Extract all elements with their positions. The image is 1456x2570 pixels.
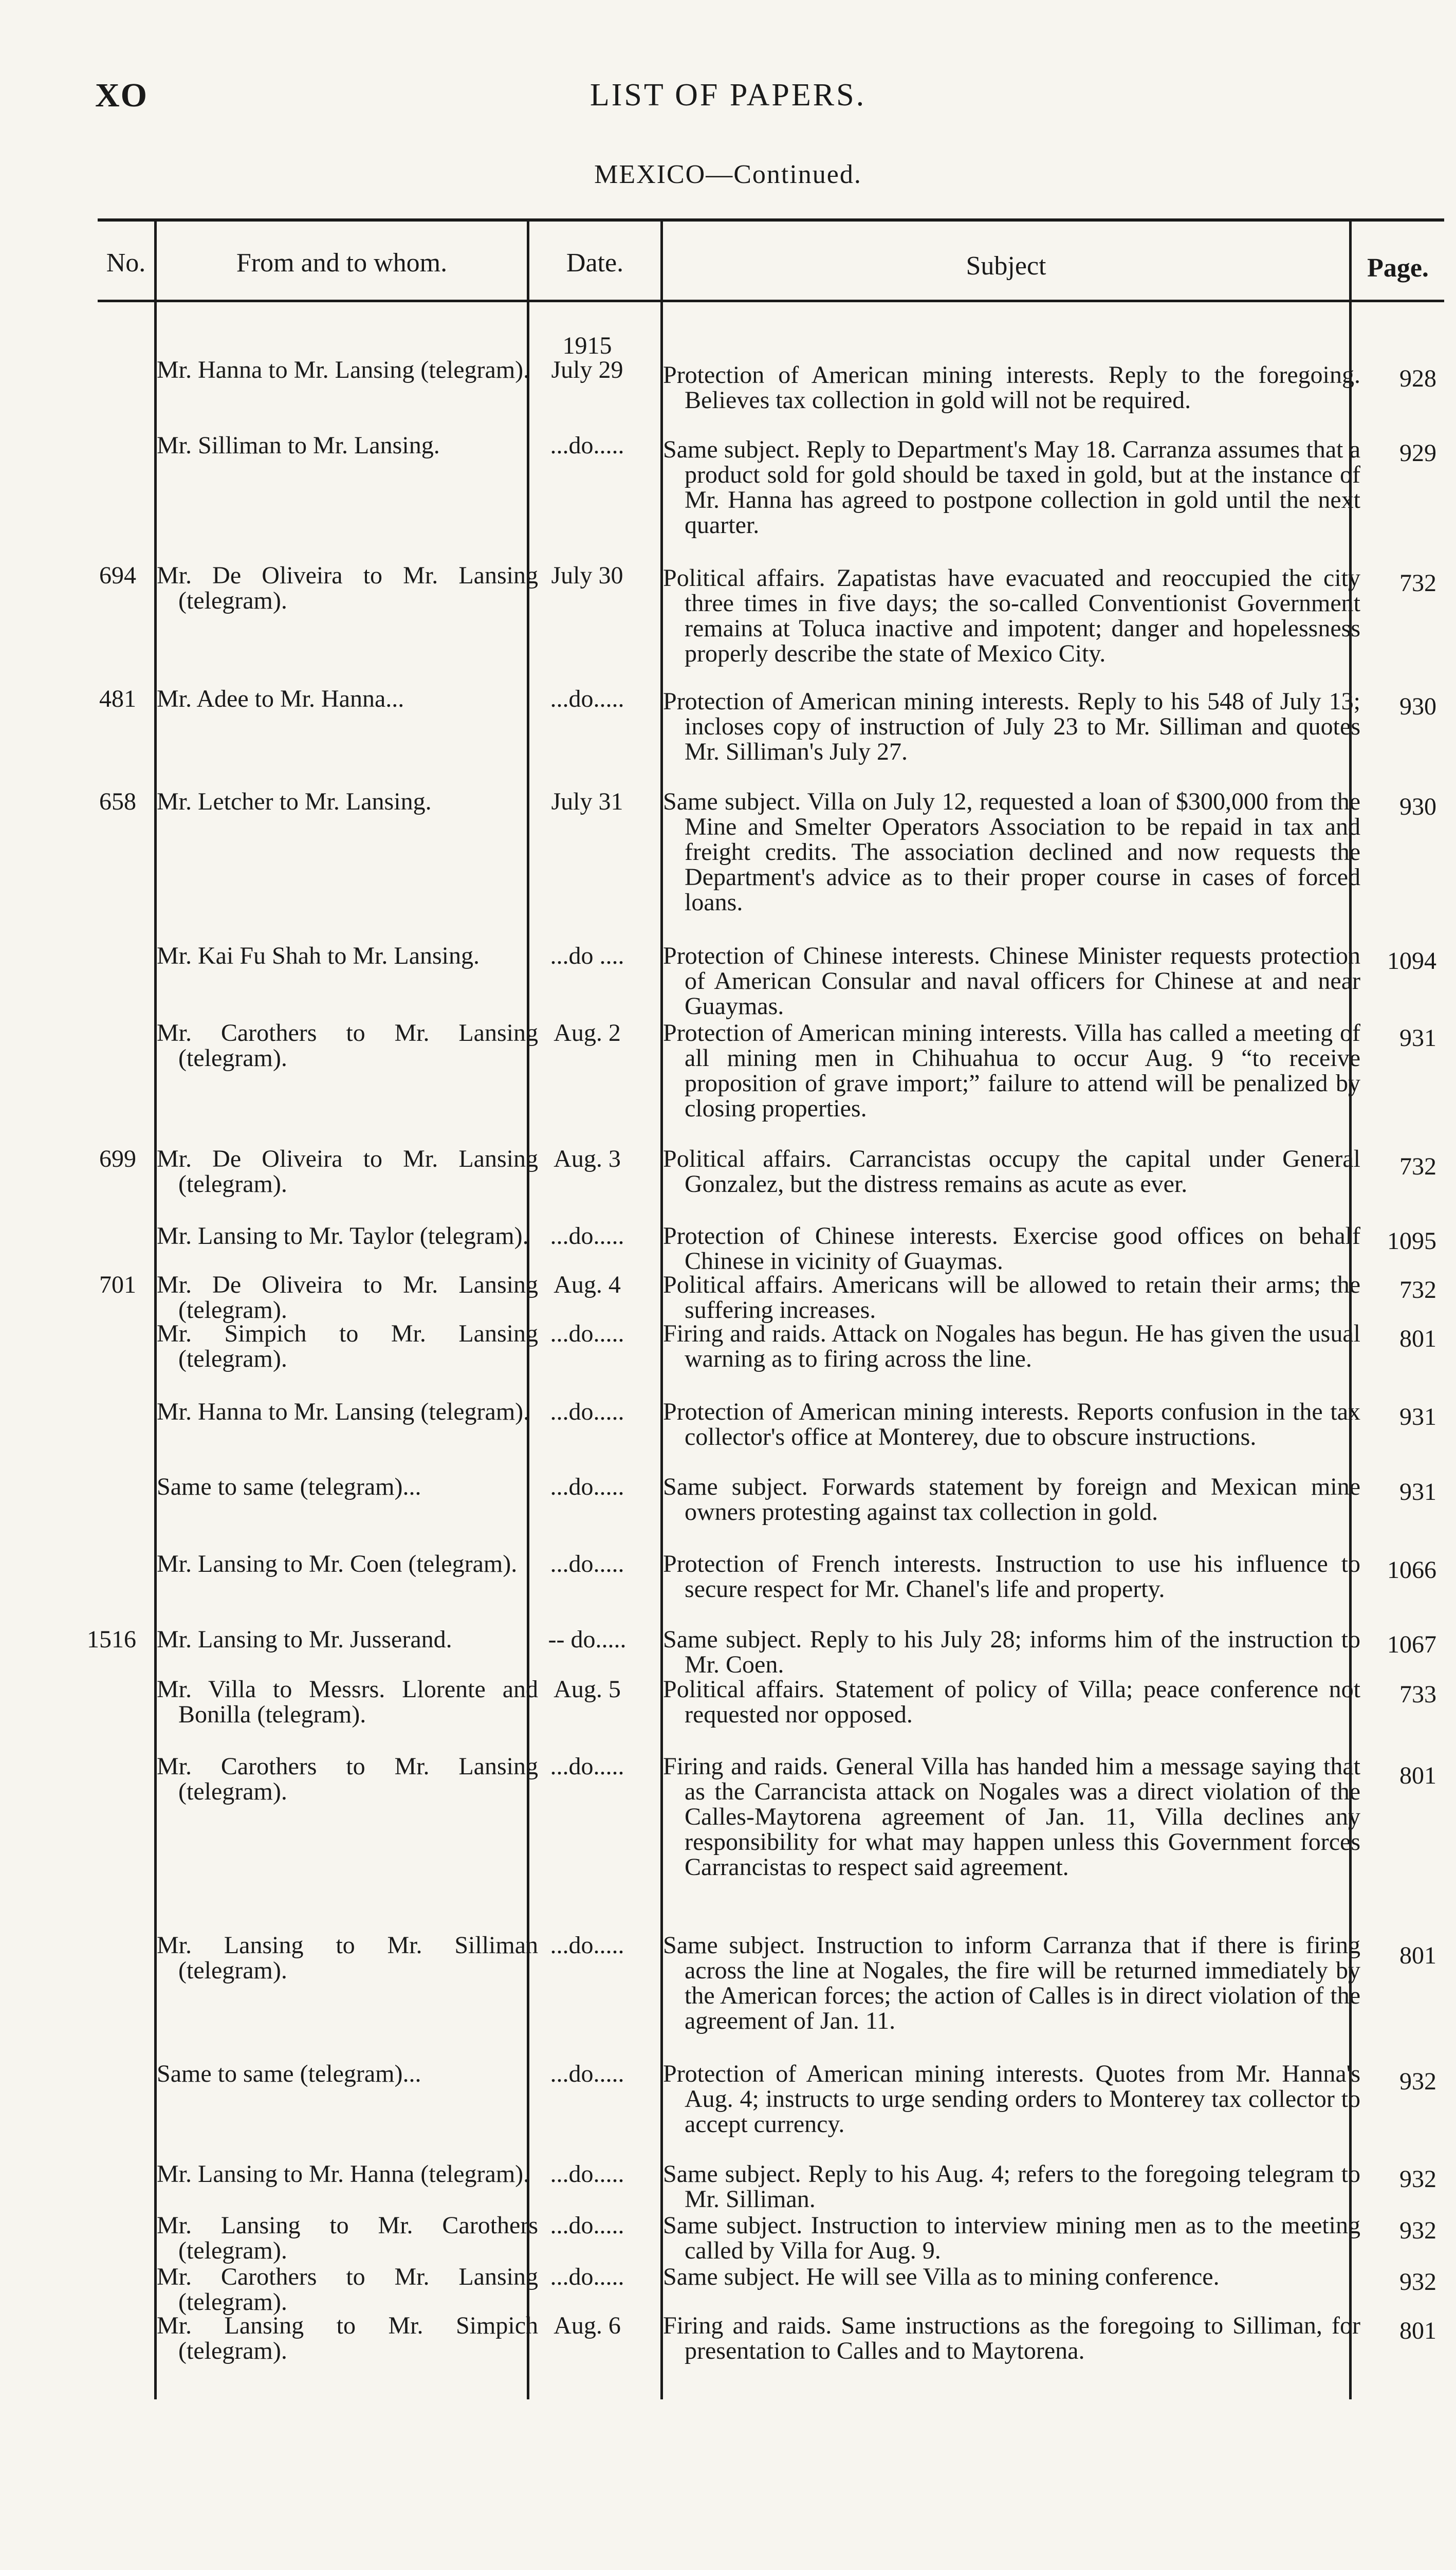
row-date: ...do..... xyxy=(550,685,624,712)
row-page: 801 xyxy=(1399,1762,1436,1789)
row-subject: Protection of French interests. Instruction to use his influence to secure respect for Mr. Chanel's life and property. xyxy=(663,1550,1360,1603)
row-page: 928 xyxy=(1399,365,1436,392)
row-from: Mr. Carothers to Mr. Lansing (telegram). xyxy=(157,1019,538,1072)
row-date: ...do..... xyxy=(550,1398,624,1425)
row-subject: Firing and raids. Same instructions as the foregoing to Silliman, for presentation to Calles and to Maytorena. xyxy=(663,2312,1360,2364)
row-date: ...do..... xyxy=(550,1222,624,1250)
row-from: Mr. Lansing to Mr. Silliman (telegram). xyxy=(157,1932,538,1984)
row-subject: Political affairs. Zapatistas have evacuated and reoccupied the city three times in five days; the so-called Conventionist Government remains at Toluca inactive and impotent; danger and hopelessness properly describe the state of Mexico City. xyxy=(663,564,1360,667)
row-subject: Protection of Chinese interests. Exercise good offices on behalf Chinese in vicinity of Guaymas. xyxy=(663,1222,1360,1275)
header-from: From and to whom. xyxy=(236,248,448,278)
year-label: 1915 xyxy=(562,332,612,359)
row-page: 801 xyxy=(1399,2317,1436,2344)
row-no: 701 xyxy=(99,1271,136,1298)
row-no: 1516 xyxy=(87,1626,136,1653)
row-no: 658 xyxy=(99,788,136,815)
table-top-rule xyxy=(98,218,1444,222)
row-from: Mr. Lansing to Mr. Jusserand. xyxy=(157,1626,452,1653)
row-from: Mr. Lansing to Mr. Hanna (telegram). xyxy=(157,2160,530,2188)
row-subject: Same subject. Reply to Department's May 18. Carranza assumes that a product sold for gold should be taxed in gold, but at the instance of Mr. Hanna has agreed to postpone collection in gold until the next quarter. xyxy=(663,436,1360,539)
row-no: 694 xyxy=(99,562,136,589)
row-page: 1067 xyxy=(1387,1631,1436,1658)
row-from: Mr. Hanna to Mr. Lansing (telegram). xyxy=(157,356,530,383)
row-date: ...do..... xyxy=(550,2263,624,2290)
row-subject: Protection of American mining interests. Reply to the foregoing. Believes tax collection in gold will not be required. xyxy=(663,361,1360,414)
row-subject: Firing and raids. General Villa has handed him a message saying that as the Carrancista attack on Nogales was a direct violation of the Calles-Maytorena agreement of Jan. 11, Villa declines any responsibility for what may happen unless this Government forces Carrancistas to respect said agreement. xyxy=(663,1753,1360,1881)
row-no: 699 xyxy=(99,1145,136,1172)
row-from: Mr. Adee to Mr. Hanna... xyxy=(157,685,404,712)
row-date: July 30 xyxy=(551,562,623,589)
row-date: ...do..... xyxy=(550,2060,624,2087)
row-date: July 31 xyxy=(551,788,623,815)
row-subject: Protection of American mining interests. Reply to his 548 of July 13; incloses copy of instruction of July 23 to Mr. Silliman and quotes Mr. Silliman's July 27. xyxy=(663,688,1360,765)
row-subject: Same subject. He will see Villa as to mining conference. xyxy=(663,2263,1220,2290)
row-page: 930 xyxy=(1399,693,1436,720)
row-page: 1066 xyxy=(1387,1556,1436,1584)
row-from: Same to same (telegram)... xyxy=(157,1473,421,1500)
row-from: Mr. Kai Fu Shah to Mr. Lansing. xyxy=(157,942,480,969)
row-subject: Political affairs. Carrancistas occupy the capital under General Gonzalez, but the distress remains as acute as ever. xyxy=(663,1145,1360,1198)
row-subject: Protection of Chinese interests. Chinese Minister requests protection of American Consular and naval officers for Chinese at and near Guaymas. xyxy=(663,942,1360,1020)
row-from: Mr. Carothers to Mr. Lansing (telegram). xyxy=(157,2263,538,2316)
header-page: Page. xyxy=(1367,253,1429,283)
row-page: 733 xyxy=(1399,1681,1436,1708)
row-subject: Same subject. Reply to his Aug. 4; refers to the foregoing telegram to Mr. Silliman. xyxy=(663,2160,1360,2213)
row-subject: Same subject. Forwards statement by foreign and Mexican mine owners protesting against tax collection in gold. xyxy=(663,1473,1360,1526)
row-from: Same to same (telegram)... xyxy=(157,2060,421,2087)
row-subject: Same subject. Villa on July 12, requested a loan of $300,000 from the Mine and Smelter Operators Association to be repaid in tax and freight credits. The association declined and now requests the Department's advice as to their proper course in cases of forced loans. xyxy=(663,788,1360,916)
row-page: 931 xyxy=(1399,1403,1436,1430)
row-from: Mr. Letcher to Mr. Lansing. xyxy=(157,788,432,815)
row-page: 932 xyxy=(1399,2165,1436,2193)
row-page: 1094 xyxy=(1387,947,1436,975)
row-from: Mr. Villa to Messrs. Llorente and Bonilla (telegram). xyxy=(157,1676,538,1728)
row-date: ...do..... xyxy=(550,1550,624,1577)
row-date: ...do..... xyxy=(550,1320,624,1347)
row-page: 932 xyxy=(1399,2268,1436,2296)
header-no: No. xyxy=(106,248,146,278)
row-page: 931 xyxy=(1399,1478,1436,1506)
row-subject: Same subject. Reply to his July 28; informs him of the instruction to Mr. Coen. xyxy=(663,1626,1360,1678)
row-from: Mr. De Oliveira to Mr. Lansing (telegram). xyxy=(157,562,538,614)
row-page: 1095 xyxy=(1387,1227,1436,1255)
row-from: Mr. De Oliveira to Mr. Lansing (telegram). xyxy=(157,1145,538,1198)
row-subject: Same subject. Instruction to interview mining men as to the meeting called by Villa for Aug. 9. xyxy=(663,2212,1360,2264)
row-date: Aug. 4 xyxy=(554,1271,621,1298)
row-from: Mr. Silliman to Mr. Lansing. xyxy=(157,432,440,459)
row-from: Mr. Lansing to Mr. Taylor (telegram). xyxy=(157,1222,529,1250)
row-date: Aug. 3 xyxy=(554,1145,621,1172)
row-date: Aug. 6 xyxy=(554,2312,621,2339)
row-subject: Protection of American mining interests. Reports confusion in the tax collector's office at Monterey, due to obscure instructions. xyxy=(663,1398,1360,1451)
row-date: July 29 xyxy=(551,356,623,383)
row-date: ...do..... xyxy=(550,1932,624,1959)
row-from: Mr. Lansing to Mr. Coen (telegram). xyxy=(157,1550,518,1577)
row-date: ...do..... xyxy=(550,1753,624,1780)
row-from: Mr. Carothers to Mr. Lansing (telegram). xyxy=(157,1753,538,1805)
row-page: 930 xyxy=(1399,793,1436,820)
row-from: Mr. Hanna to Mr. Lansing (telegram). xyxy=(157,1398,530,1425)
row-date: ...do..... xyxy=(550,432,624,459)
row-date: ...do..... xyxy=(550,2160,624,2188)
row-page: 732 xyxy=(1399,570,1436,597)
row-subject: Same subject. Instruction to inform Carranza that if there is firing across the line at Nogales, the fire will be returned immediately by the American forces; the action of Calles is in direct violation of the agreement of Jan. 11. xyxy=(663,1932,1360,2034)
row-from: Mr. Lansing to Mr. Simpich (telegram). xyxy=(157,2312,538,2364)
row-date: ...do..... xyxy=(550,2212,624,2239)
row-subject: Firing and raids. Attack on Nogales has begun. He has given the usual warning as to firing across the line. xyxy=(663,1320,1360,1372)
row-page: 931 xyxy=(1399,1024,1436,1052)
row-from: Mr. Lansing to Mr. Carothers (telegram). xyxy=(157,2212,538,2264)
row-subject: Political affairs. Statement of policy of Villa; peace conference not requested nor opposed. xyxy=(663,1676,1360,1728)
row-from: Mr. Simpich to Mr. Lansing (telegram). xyxy=(157,1320,538,1372)
row-date: Aug. 5 xyxy=(554,1676,621,1703)
page-number: XO xyxy=(95,77,148,114)
row-date: Aug. 2 xyxy=(554,1019,621,1047)
row-page: 932 xyxy=(1399,2068,1436,2095)
page-title: LIST OF PAPERS. xyxy=(589,78,867,113)
row-subject: Political affairs. Americans will be allowed to retain their arms; the suffering increases. xyxy=(663,1271,1360,1324)
row-page: 801 xyxy=(1399,1942,1436,1969)
row-date: ...do .... xyxy=(550,942,624,969)
header-subject: Subject xyxy=(966,251,1046,281)
row-page: 929 xyxy=(1399,439,1436,467)
row-page: 732 xyxy=(1399,1276,1436,1304)
row-no: 481 xyxy=(99,685,136,712)
row-from: Mr. De Oliveira to Mr. Lansing (telegram). xyxy=(157,1271,538,1324)
table-header-rule xyxy=(98,300,1444,302)
row-date: -- do..... xyxy=(548,1626,626,1653)
row-page: 932 xyxy=(1399,2217,1436,2244)
row-date: ...do..... xyxy=(550,1473,624,1500)
row-subject: Protection of American mining interests. Villa has called a meeting of all mining men in Chihuahua to occur Aug. 9 “to receive proposition of grave import;” failure to attend will be penalized by closing properties. xyxy=(663,1019,1360,1122)
row-page: 732 xyxy=(1399,1153,1436,1180)
row-subject: Protection of American mining interests. Quotes from Mr. Hanna's Aug. 4; instructs to urge sending orders to Monterey tax collector to accept currency. xyxy=(663,2060,1360,2138)
header-date: Date. xyxy=(566,248,624,278)
page-subtitle: MEXICO—Continued. xyxy=(594,160,862,189)
row-page: 801 xyxy=(1399,1325,1436,1352)
